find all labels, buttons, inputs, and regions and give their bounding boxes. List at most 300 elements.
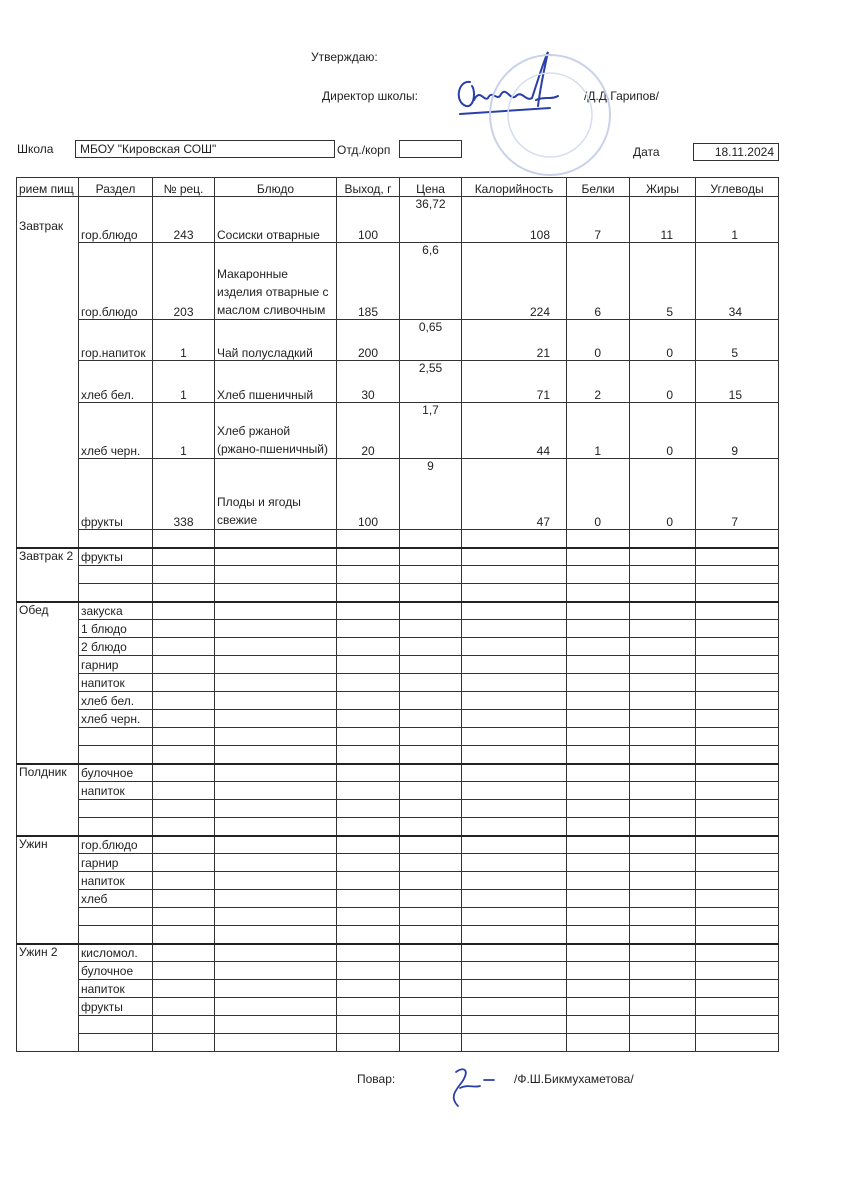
cell-section: фрукты bbox=[79, 459, 153, 530]
cell-empty bbox=[153, 584, 215, 602]
cell-price: 6,6 bbox=[400, 243, 462, 320]
cell-protein: 0 bbox=[567, 459, 630, 530]
cell-dish: Чай полусладкий bbox=[215, 320, 337, 361]
cell-empty bbox=[462, 818, 567, 836]
cell-empty bbox=[215, 854, 337, 872]
cell-dish: Сосиски отварные bbox=[215, 197, 337, 243]
cell-empty bbox=[337, 584, 400, 602]
cell-empty bbox=[215, 836, 337, 854]
cell-empty bbox=[630, 674, 696, 692]
cell-empty bbox=[462, 530, 567, 548]
cell-empty bbox=[567, 728, 630, 746]
cell-empty bbox=[567, 746, 630, 764]
empty-meals-body bbox=[17, 548, 779, 1052]
cell-yield: 100 bbox=[337, 459, 400, 530]
table-row bbox=[17, 836, 779, 854]
cell-section: хлеб черн. bbox=[79, 403, 153, 459]
cell-section: фрукты bbox=[79, 998, 153, 1016]
table-row bbox=[17, 320, 779, 361]
table-row bbox=[17, 243, 779, 320]
cell-empty bbox=[567, 890, 630, 908]
table-row bbox=[17, 656, 779, 674]
cell-empty bbox=[462, 746, 567, 764]
cell-empty bbox=[696, 782, 779, 800]
cell-empty bbox=[153, 800, 215, 818]
cell-section: гор.блюдо bbox=[79, 197, 153, 243]
cell-empty bbox=[400, 746, 462, 764]
cell-empty bbox=[630, 854, 696, 872]
cell-empty bbox=[696, 638, 779, 656]
cell-empty bbox=[567, 944, 630, 962]
table-row bbox=[17, 361, 779, 403]
cell-empty bbox=[696, 962, 779, 980]
cell-empty bbox=[337, 1016, 400, 1034]
cell-empty bbox=[696, 620, 779, 638]
cell-recipe: 338 bbox=[153, 459, 215, 530]
cell-empty bbox=[696, 1034, 779, 1052]
cell-empty bbox=[337, 854, 400, 872]
cell-protein: 6 bbox=[567, 243, 630, 320]
cell-calories: 224 bbox=[462, 243, 567, 320]
cell-empty bbox=[337, 998, 400, 1016]
cell-empty bbox=[153, 692, 215, 710]
cell-empty bbox=[215, 620, 337, 638]
cell-calories: 21 bbox=[462, 320, 567, 361]
col-meal: рием пищ bbox=[17, 178, 79, 197]
header-row bbox=[17, 178, 779, 197]
col-price: Цена bbox=[400, 178, 462, 197]
cell-fat: 5 bbox=[630, 243, 696, 320]
cell-empty bbox=[567, 566, 630, 584]
cell-section: хлеб черн. bbox=[79, 710, 153, 728]
cell-empty bbox=[215, 1016, 337, 1034]
cell-empty bbox=[630, 620, 696, 638]
table-row bbox=[17, 728, 779, 746]
col-yield: Выход, г bbox=[337, 178, 400, 197]
department-label: Отд./корп bbox=[337, 143, 391, 157]
table-row bbox=[17, 782, 779, 800]
cell-empty bbox=[337, 674, 400, 692]
cell-empty bbox=[79, 530, 153, 548]
cell-empty bbox=[567, 872, 630, 890]
cell-dish: Хлеб ржаной (ржано-пшеничный) bbox=[215, 403, 337, 459]
table-row bbox=[17, 854, 779, 872]
cell-section: хлеб бел. bbox=[79, 692, 153, 710]
cell-empty bbox=[630, 836, 696, 854]
cell-empty bbox=[215, 1034, 337, 1052]
cell-empty bbox=[400, 944, 462, 962]
cell-empty bbox=[153, 908, 215, 926]
meal-cell bbox=[17, 944, 79, 1052]
cell-empty bbox=[400, 980, 462, 998]
table-row bbox=[17, 872, 779, 890]
cell-empty bbox=[337, 836, 400, 854]
director-name: /Д.Д.Гарипов/ bbox=[584, 89, 660, 103]
cell-price: 9 bbox=[400, 459, 462, 530]
cell-empty bbox=[400, 674, 462, 692]
cell-section: булочное bbox=[79, 962, 153, 980]
cell-empty bbox=[462, 656, 567, 674]
cell-empty bbox=[567, 926, 630, 944]
cell-section: 2 блюдо bbox=[79, 638, 153, 656]
cell-empty bbox=[153, 926, 215, 944]
cell-empty bbox=[567, 764, 630, 782]
cell-fat: 0 bbox=[630, 459, 696, 530]
cell-yield: 30 bbox=[337, 361, 400, 403]
cell-price: 36,72 bbox=[400, 197, 462, 243]
date-label: Дата bbox=[633, 145, 660, 159]
table-row bbox=[17, 746, 779, 764]
cell-empty bbox=[153, 746, 215, 764]
cell-section bbox=[79, 584, 153, 602]
cell-empty bbox=[153, 944, 215, 962]
cell-empty bbox=[400, 836, 462, 854]
cell-empty bbox=[630, 998, 696, 1016]
meal-label: Ужин 2 bbox=[19, 944, 58, 959]
cell-empty bbox=[567, 836, 630, 854]
cell-empty bbox=[696, 908, 779, 926]
table-row bbox=[17, 692, 779, 710]
cell-empty bbox=[567, 710, 630, 728]
cell-protein: 0 bbox=[567, 320, 630, 361]
cell-empty bbox=[462, 638, 567, 656]
cell-empty bbox=[153, 710, 215, 728]
cell-carbs: 5 bbox=[696, 320, 779, 361]
cell-price: 2,55 bbox=[400, 361, 462, 403]
table-row bbox=[17, 926, 779, 944]
cell-empty bbox=[400, 728, 462, 746]
cell-empty bbox=[400, 998, 462, 1016]
cell-empty bbox=[630, 530, 696, 548]
cell-calories: 47 bbox=[462, 459, 567, 530]
table-row bbox=[17, 908, 779, 926]
col-section: Раздел bbox=[79, 178, 153, 197]
cell-price: 1,7 bbox=[400, 403, 462, 459]
cell-empty bbox=[337, 602, 400, 620]
table-row bbox=[17, 620, 779, 638]
cell-empty bbox=[400, 584, 462, 602]
cell-empty bbox=[337, 656, 400, 674]
cook-label: Повар: bbox=[357, 1072, 396, 1086]
cell-empty bbox=[462, 548, 567, 566]
cell-empty bbox=[462, 890, 567, 908]
cell-yield: 100 bbox=[337, 197, 400, 243]
cell-empty bbox=[462, 854, 567, 872]
cell-section bbox=[79, 908, 153, 926]
cell-empty bbox=[462, 1016, 567, 1034]
cell-recipe: 1 bbox=[153, 320, 215, 361]
cell-empty bbox=[215, 746, 337, 764]
cell-empty bbox=[337, 800, 400, 818]
cell-empty bbox=[696, 998, 779, 1016]
cell-empty bbox=[567, 818, 630, 836]
cell-empty bbox=[630, 872, 696, 890]
cell-empty bbox=[696, 980, 779, 998]
cell-section bbox=[79, 728, 153, 746]
cell-empty bbox=[567, 638, 630, 656]
cell-empty bbox=[462, 908, 567, 926]
cell-fat: 0 bbox=[630, 320, 696, 361]
cell-fat: 0 bbox=[630, 403, 696, 459]
table-row bbox=[17, 602, 779, 620]
cell-empty bbox=[696, 926, 779, 944]
cell-empty bbox=[567, 674, 630, 692]
cell-calories: 44 bbox=[462, 403, 567, 459]
cell-empty bbox=[400, 800, 462, 818]
cell-empty bbox=[462, 710, 567, 728]
col-recipe: № рец. bbox=[153, 178, 215, 197]
cell-empty bbox=[462, 926, 567, 944]
cell-empty bbox=[153, 728, 215, 746]
cell-empty bbox=[696, 530, 779, 548]
cell-empty bbox=[215, 764, 337, 782]
cell-section: закуска bbox=[79, 602, 153, 620]
cell-carbs: 7 bbox=[696, 459, 779, 530]
cell-empty bbox=[400, 872, 462, 890]
cell-empty bbox=[462, 872, 567, 890]
table-row bbox=[17, 962, 779, 980]
cell-section: напиток bbox=[79, 872, 153, 890]
cell-section bbox=[79, 818, 153, 836]
school-label: Школа bbox=[17, 142, 54, 156]
cell-empty bbox=[400, 656, 462, 674]
cell-empty bbox=[215, 638, 337, 656]
cell-empty bbox=[630, 728, 696, 746]
cell-empty bbox=[400, 890, 462, 908]
cell-empty bbox=[696, 764, 779, 782]
cell-empty bbox=[215, 872, 337, 890]
cell-empty bbox=[462, 674, 567, 692]
table-row bbox=[17, 548, 779, 566]
table-row bbox=[17, 980, 779, 998]
cell-empty bbox=[153, 854, 215, 872]
cell-empty bbox=[337, 782, 400, 800]
cell-empty bbox=[400, 710, 462, 728]
cell-empty bbox=[696, 836, 779, 854]
cell-empty bbox=[462, 764, 567, 782]
cell-empty bbox=[462, 692, 567, 710]
cell-empty bbox=[400, 926, 462, 944]
cell-empty bbox=[462, 1034, 567, 1052]
cell-empty bbox=[567, 620, 630, 638]
cell-empty bbox=[400, 1016, 462, 1034]
cell-empty bbox=[567, 962, 630, 980]
table-row bbox=[17, 566, 779, 584]
cell-empty bbox=[153, 620, 215, 638]
cell-empty bbox=[696, 602, 779, 620]
cell-empty bbox=[630, 746, 696, 764]
col-fat: Жиры bbox=[630, 178, 696, 197]
cell-empty bbox=[215, 656, 337, 674]
cell-empty bbox=[337, 710, 400, 728]
cell-empty bbox=[630, 944, 696, 962]
cell-empty bbox=[215, 962, 337, 980]
cell-empty bbox=[696, 566, 779, 584]
cell-empty bbox=[400, 620, 462, 638]
cell-empty bbox=[337, 980, 400, 998]
table-row bbox=[17, 944, 779, 962]
cell-empty bbox=[337, 692, 400, 710]
cell-empty bbox=[400, 908, 462, 926]
cell-empty bbox=[153, 836, 215, 854]
col-dish: Блюдо bbox=[215, 178, 337, 197]
cell-recipe: 243 bbox=[153, 197, 215, 243]
cell-empty bbox=[400, 692, 462, 710]
cell-empty bbox=[630, 962, 696, 980]
cell-empty bbox=[696, 548, 779, 566]
cell-recipe: 1 bbox=[153, 361, 215, 403]
cell-empty bbox=[462, 584, 567, 602]
cell-empty bbox=[215, 998, 337, 1016]
meal-label: Завтрак bbox=[19, 219, 64, 233]
cell-calories: 108 bbox=[462, 197, 567, 243]
cell-empty bbox=[696, 710, 779, 728]
cell-protein: 2 bbox=[567, 361, 630, 403]
cell-empty bbox=[462, 944, 567, 962]
table-row bbox=[17, 1016, 779, 1034]
cell-empty bbox=[337, 638, 400, 656]
cell-empty bbox=[630, 710, 696, 728]
cell-empty bbox=[462, 962, 567, 980]
cell-empty bbox=[400, 638, 462, 656]
cell-calories: 71 bbox=[462, 361, 567, 403]
cell-section: фрукты bbox=[79, 548, 153, 566]
cell-empty bbox=[630, 782, 696, 800]
cell-empty bbox=[696, 692, 779, 710]
meal-breakfast bbox=[17, 197, 79, 548]
cell-empty bbox=[696, 818, 779, 836]
cell-section: гор.блюдо bbox=[79, 243, 153, 320]
cell-empty bbox=[567, 656, 630, 674]
cell-empty bbox=[630, 602, 696, 620]
cell-empty bbox=[696, 944, 779, 962]
cell-section: напиток bbox=[79, 674, 153, 692]
table-row bbox=[17, 403, 779, 459]
cell-empty bbox=[337, 620, 400, 638]
cell-price: 0,65 bbox=[400, 320, 462, 361]
cell-empty bbox=[337, 818, 400, 836]
meal-label: Обед bbox=[19, 602, 49, 617]
cell-empty bbox=[215, 980, 337, 998]
cell-section: гарнир bbox=[79, 854, 153, 872]
cell-fat: 11 bbox=[630, 197, 696, 243]
cell-empty bbox=[337, 872, 400, 890]
cook-signature-icon bbox=[440, 1062, 500, 1112]
cell-empty bbox=[337, 926, 400, 944]
cell-empty bbox=[696, 674, 779, 692]
cell-empty bbox=[153, 1016, 215, 1034]
cell-yield: 185 bbox=[337, 243, 400, 320]
cell-dish: Плоды и ягоды свежие bbox=[215, 459, 337, 530]
cell-empty bbox=[400, 764, 462, 782]
cell-empty bbox=[567, 584, 630, 602]
cell-empty bbox=[153, 530, 215, 548]
cell-section: булочное bbox=[79, 764, 153, 782]
cell-empty bbox=[567, 998, 630, 1016]
cell-section: напиток bbox=[79, 782, 153, 800]
cell-empty bbox=[215, 530, 337, 548]
cell-empty bbox=[153, 638, 215, 656]
director-label: Директор школы: bbox=[322, 89, 418, 103]
cell-section bbox=[79, 926, 153, 944]
col-calories: Калорийность bbox=[462, 178, 567, 197]
table-row bbox=[17, 764, 779, 782]
cell-empty bbox=[215, 602, 337, 620]
menu-table bbox=[16, 177, 779, 1052]
cell-empty bbox=[696, 854, 779, 872]
cell-carbs: 34 bbox=[696, 243, 779, 320]
cell-protein: 7 bbox=[567, 197, 630, 243]
cell-empty bbox=[215, 728, 337, 746]
cell-empty bbox=[630, 656, 696, 674]
meal-cell bbox=[17, 764, 79, 836]
cell-empty bbox=[696, 890, 779, 908]
cell-empty bbox=[153, 656, 215, 674]
cell-empty bbox=[153, 980, 215, 998]
cell-empty bbox=[567, 980, 630, 998]
cell-empty bbox=[462, 602, 567, 620]
cell-empty bbox=[567, 602, 630, 620]
cell-carbs: 1 bbox=[696, 197, 779, 243]
meal-cell bbox=[17, 602, 79, 764]
cell-empty bbox=[215, 818, 337, 836]
cell-empty bbox=[630, 1016, 696, 1034]
cell-empty bbox=[153, 998, 215, 1016]
cell-yield: 20 bbox=[337, 403, 400, 459]
cell-empty bbox=[215, 782, 337, 800]
cell-empty bbox=[400, 566, 462, 584]
cell-empty bbox=[630, 800, 696, 818]
cell-empty bbox=[567, 1034, 630, 1052]
cell-empty bbox=[337, 728, 400, 746]
cell-empty bbox=[215, 890, 337, 908]
cell-empty bbox=[215, 926, 337, 944]
cell-empty bbox=[567, 1016, 630, 1034]
meal-label: Завтрак 2 bbox=[19, 548, 74, 563]
cell-fat: 0 bbox=[630, 361, 696, 403]
cell-section bbox=[79, 800, 153, 818]
cell-empty bbox=[462, 728, 567, 746]
cell-empty bbox=[630, 584, 696, 602]
cell-empty bbox=[153, 890, 215, 908]
stamp-icon bbox=[485, 50, 615, 180]
cell-protein: 1 bbox=[567, 403, 630, 459]
cell-empty bbox=[400, 1034, 462, 1052]
cell-empty bbox=[630, 890, 696, 908]
cell-empty bbox=[153, 1034, 215, 1052]
cell-section bbox=[79, 1034, 153, 1052]
table-row bbox=[17, 584, 779, 602]
cell-empty bbox=[696, 1016, 779, 1034]
cell-empty bbox=[630, 1034, 696, 1052]
table-row bbox=[17, 890, 779, 908]
cell-empty bbox=[567, 908, 630, 926]
cell-empty bbox=[630, 692, 696, 710]
col-carbs: Углеводы bbox=[696, 178, 779, 197]
cell-empty bbox=[696, 746, 779, 764]
cell-empty bbox=[153, 602, 215, 620]
cell-empty bbox=[337, 908, 400, 926]
table-row bbox=[17, 1034, 779, 1052]
table-row bbox=[17, 459, 779, 530]
table-row bbox=[17, 710, 779, 728]
cell-empty bbox=[630, 566, 696, 584]
cell-empty bbox=[462, 980, 567, 998]
cell-dish: Макаронные изделия отварные с маслом сливочным bbox=[215, 243, 337, 320]
table-row bbox=[17, 638, 779, 656]
cell-empty bbox=[462, 800, 567, 818]
table-row bbox=[17, 800, 779, 818]
